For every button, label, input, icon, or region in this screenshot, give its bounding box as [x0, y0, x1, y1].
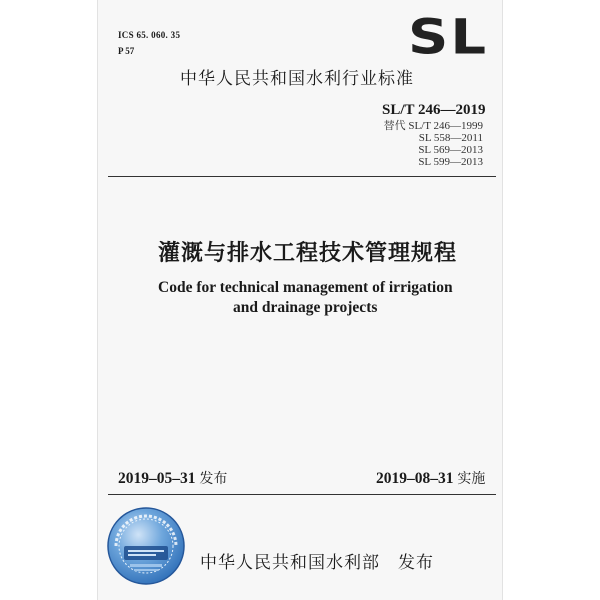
title-chinese: 灌溉与排水工程技术管理规程 — [158, 241, 458, 266]
anti-counterfeit-seal-icon — [106, 506, 186, 586]
publisher-name: 中华人民共和国水利部 — [200, 553, 380, 573]
header-divider — [108, 176, 496, 177]
replaced-standard: 替代 SL/T 246—1999 — [383, 120, 483, 132]
sl-logo: SL — [408, 9, 489, 66]
publish-label: 发布 — [199, 471, 228, 487]
ics-code: ICS 65. 060. 35 — [118, 30, 181, 40]
standard-number: SL/T 246—2019 — [382, 102, 486, 118]
replaced-standard: SL 569—2013 — [418, 144, 483, 156]
title-english-line2: and drainage projects — [233, 299, 378, 316]
effective-date — [376, 468, 485, 488]
effective-date-value: 2019–08–31 — [376, 470, 454, 487]
title-english-line1: Code for technical management of irrigation — [158, 279, 453, 296]
replaced-standards — [371, 120, 483, 168]
standard-type-title: 中华人民共和国水利行业标准 — [180, 69, 414, 89]
publisher — [200, 548, 434, 573]
p-code: P 57 — [118, 46, 135, 56]
publish-date — [118, 468, 227, 488]
publisher-action: 发布 — [398, 553, 434, 573]
publish-date-value: 2019–05–31 — [118, 470, 196, 487]
replaced-standard: SL 558—2011 — [418, 132, 483, 144]
replaced-standard: SL 599—2013 — [418, 156, 483, 168]
footer-divider — [108, 494, 496, 495]
effective-label: 实施 — [457, 471, 486, 487]
